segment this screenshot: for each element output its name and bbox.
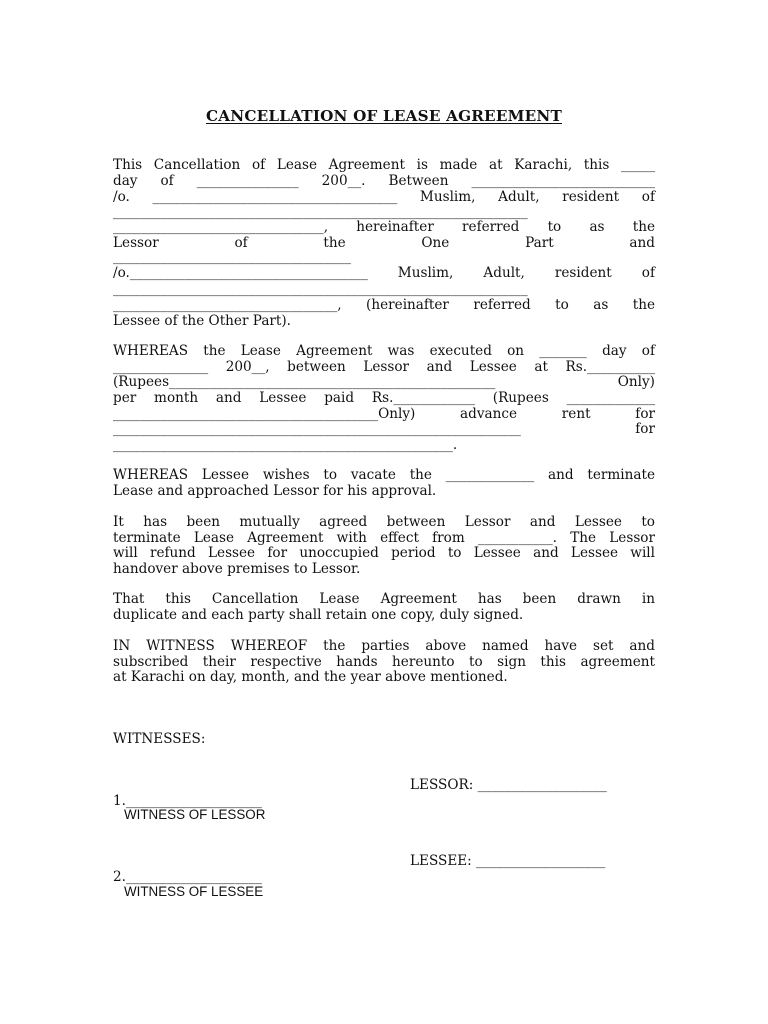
- text-line: day of _______________ 200__. Between ___________________________: [113, 173, 655, 189]
- document-title: CANCELLATION OF LEASE AGREEMENT: [205, 107, 562, 125]
- witness-2-signature-line: 2.____________________: [113, 869, 262, 885]
- text-line: _____________________________________________________________: [113, 204, 528, 220]
- lessee-signature-line: LESSEE: ___________________: [410, 853, 606, 869]
- text-line: _____________________________________________________________: [113, 281, 528, 297]
- text-line: duplicate and each party shall retain one copy, duly signed.: [113, 607, 524, 623]
- text-line: That this Cancellation Lease Agreement has been drawn in: [113, 591, 655, 607]
- text-line: terminate Lease Agreement with effect from ___________. The Lessor: [113, 530, 655, 546]
- text-line: It has been mutually agreed between Lessor and Lessee to: [113, 514, 655, 530]
- text-line: /o. ____________________________________ Muslim, Adult, resident of: [113, 189, 655, 205]
- witness-of-lessee-label: WITNESS OF LESSEE: [124, 884, 264, 899]
- text-line: _______________________________, hereinafter referred to as the: [113, 219, 655, 235]
- text-line: (Rupees________________________________________________ Only): [113, 374, 655, 390]
- text-line: ____________________________________________________________ for: [113, 421, 655, 437]
- text-line: will refund Lessee for unoccupied period to Lessee and Lessee will: [113, 545, 655, 561]
- witness-1-signature-line: 1.____________________: [113, 793, 262, 809]
- text-line: Lessee of the Other Part).: [113, 313, 292, 329]
- text-line: at Karachi on day, month, and the year above mentioned.: [113, 669, 508, 685]
- text-line: WHEREAS Lessee wishes to vacate the _____________ and terminate: [113, 467, 655, 483]
- witnesses-heading: WITNESSES:: [113, 731, 206, 747]
- text-line: WHEREAS the Lease Agreement was executed on _______ day of: [113, 343, 655, 359]
- text-line: Lessor of the One Part and: [113, 235, 655, 251]
- text-line: This Cancellation of Lease Agreement is made at Karachi, this _____: [113, 157, 655, 173]
- text-line: _______________________________________Only) advance rent for: [113, 406, 655, 422]
- witness-of-lessor-label: WITNESS OF LESSOR: [124, 807, 266, 822]
- text-line: handover above premises to Lessor.: [113, 561, 361, 577]
- text-line: per month and Lessee paid Rs.____________ (Rupees _____________: [113, 390, 655, 406]
- text-line: _________________________________, (hereinafter referred to as the: [113, 297, 655, 313]
- text-line: /o.___________________________________ Muslim, Adult, resident of: [113, 265, 655, 281]
- lessor-signature-line: LESSOR: ___________________: [410, 777, 607, 793]
- text-line: ______________ 200__, between Lessor and Lessee at Rs.__________: [113, 359, 655, 375]
- text-line: subscribed their respective hands hereunto to sign this agreement: [113, 654, 655, 670]
- text-line: ___________________________________: [113, 249, 351, 265]
- text-line: Lease and approached Lessor for his approval.: [113, 483, 437, 499]
- text-line: __________________________________________________.: [113, 437, 458, 453]
- text-line: IN WITNESS WHEREOF the parties above named have set and: [113, 638, 655, 654]
